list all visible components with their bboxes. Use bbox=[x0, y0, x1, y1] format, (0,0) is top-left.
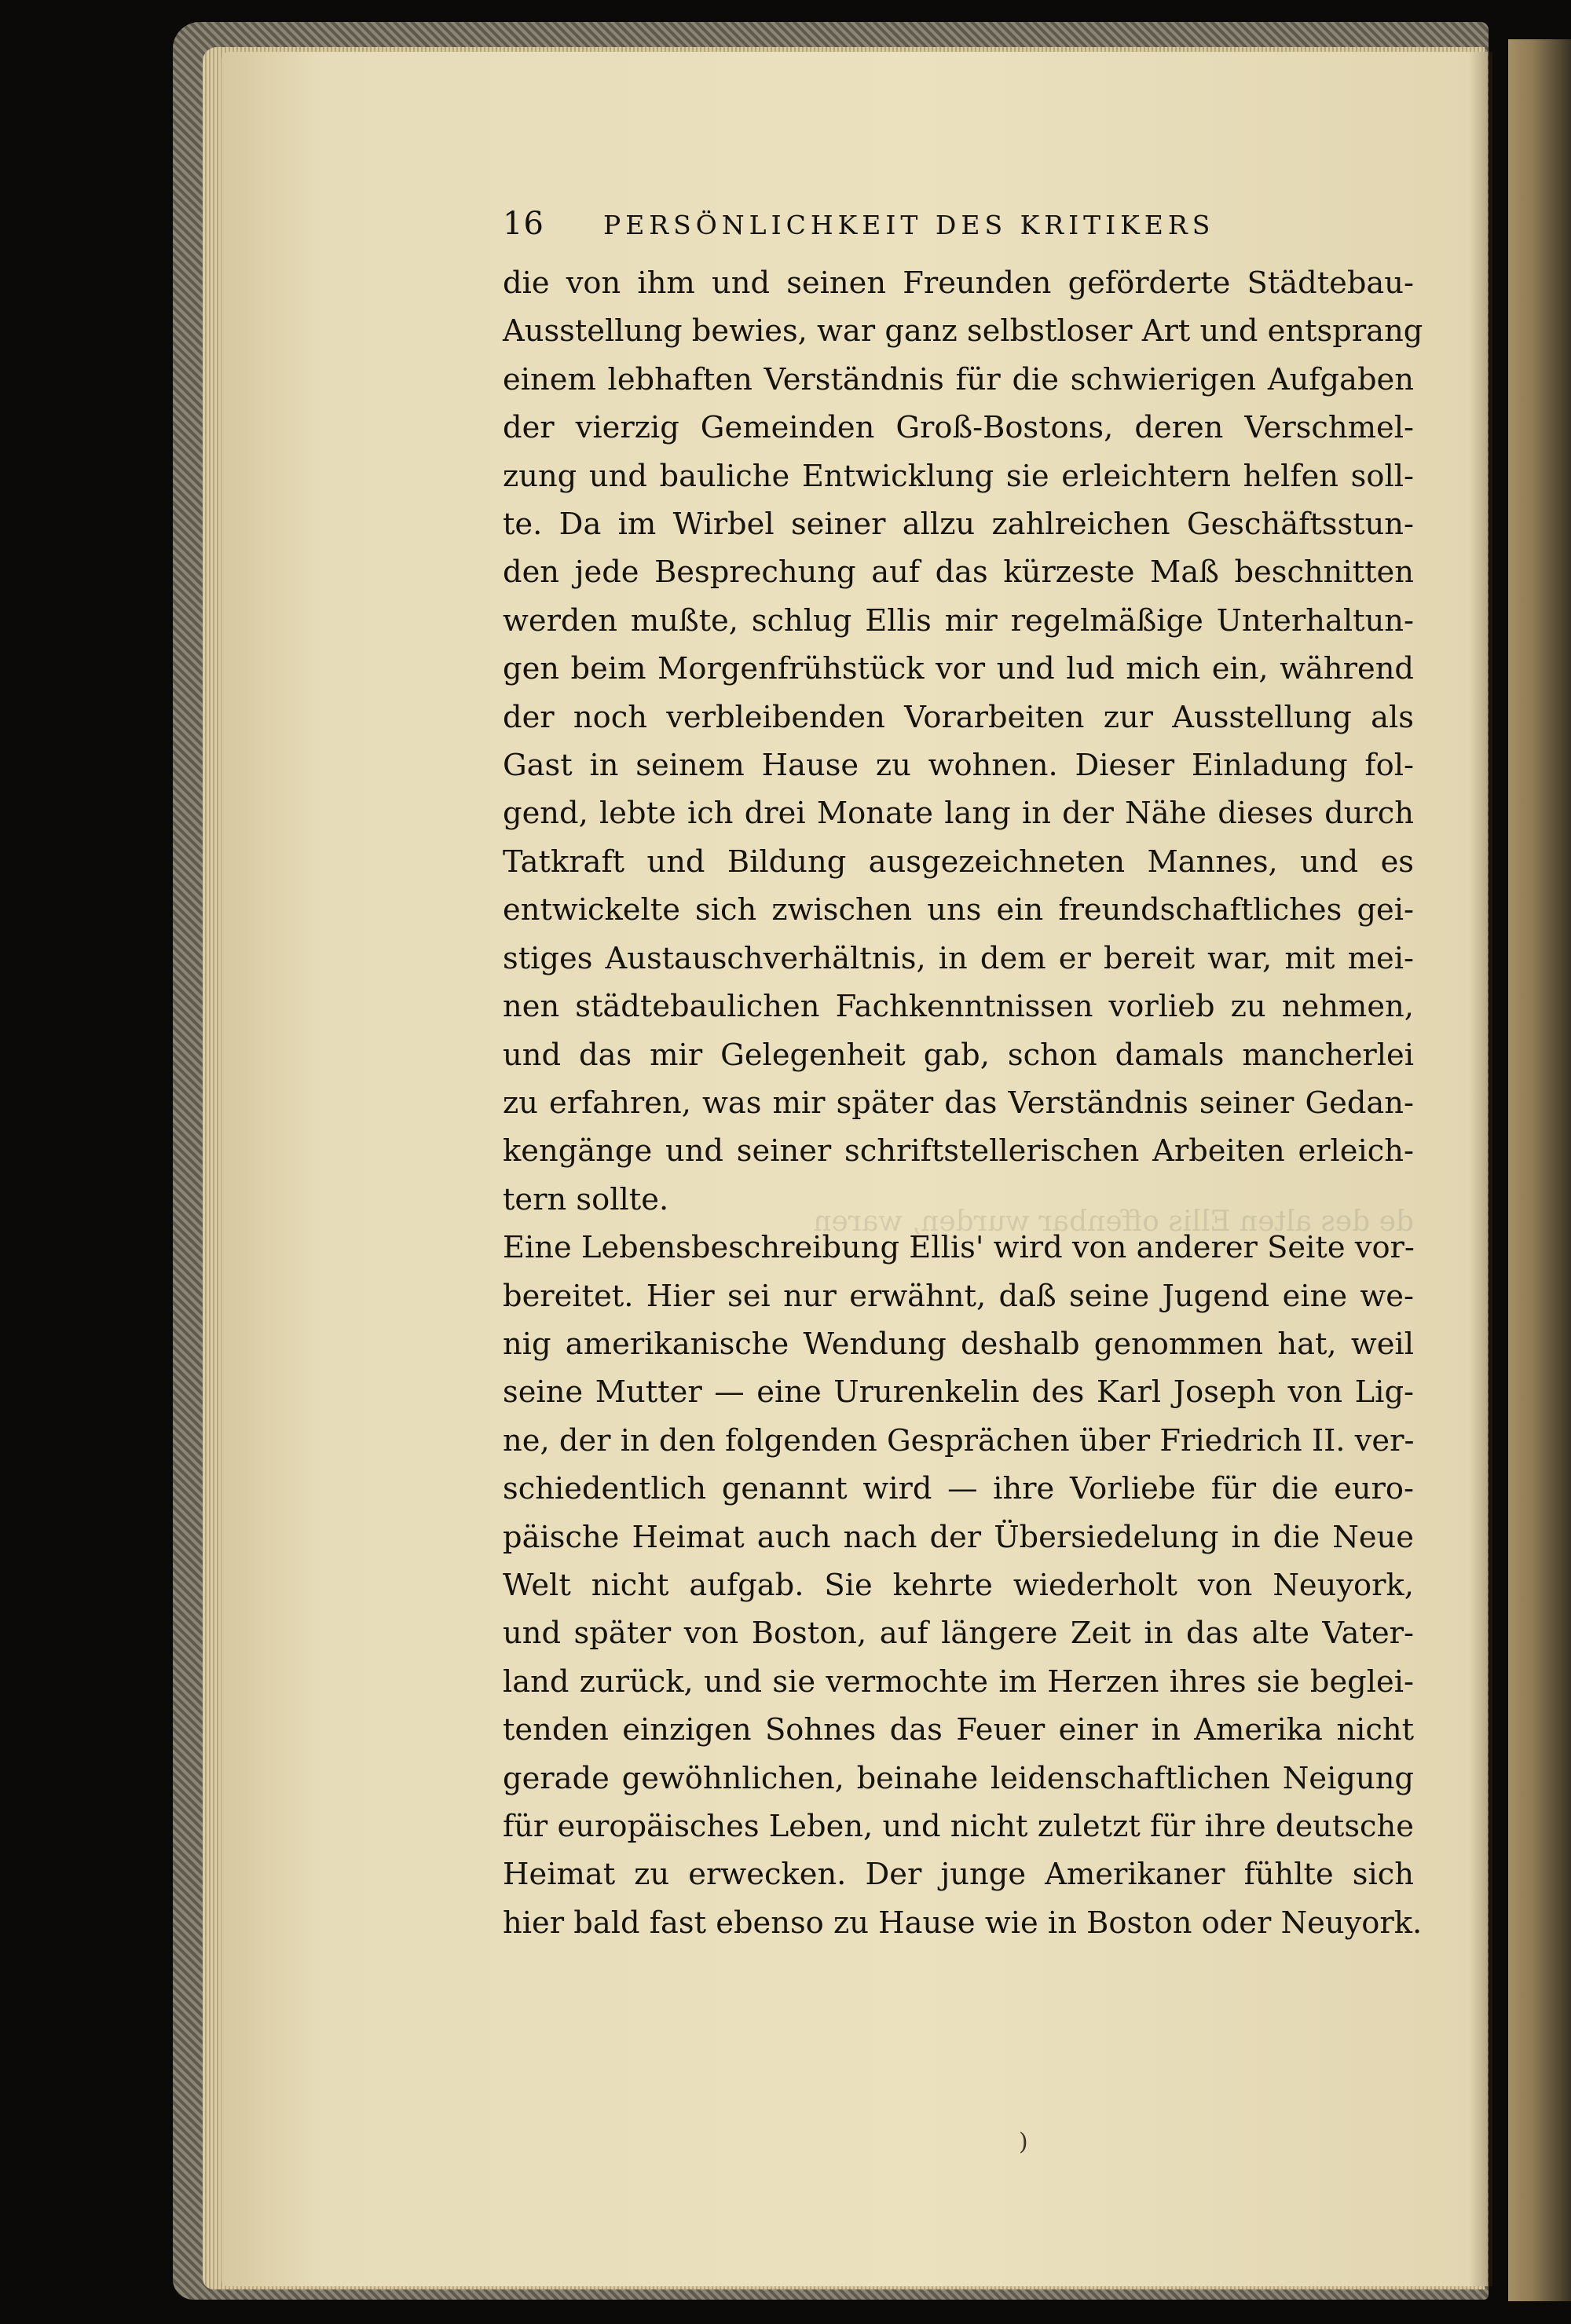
page-number: 16 bbox=[503, 206, 544, 242]
text-line: kengänge und seiner schriftstellerischen Arbeiten erleich- bbox=[503, 1133, 1414, 1169]
text-line: der noch verbleibenden Vorarbeiten zur Ausstellung als bbox=[503, 699, 1414, 735]
text-line: nen städtebaulichen Fachkenntnissen vorlieb zu nehmen, bbox=[503, 989, 1414, 1025]
text-line: gen beim Morgenfrühstück vor und lud mich ein, während bbox=[503, 651, 1414, 687]
text-line: Welt nicht aufgab. Sie kehrte wiederholt von Neuyork, bbox=[503, 1567, 1414, 1603]
text-line: Gast in seinem Hause zu wohnen. Dieser Einladung fol- bbox=[503, 748, 1414, 784]
text-line: den jede Besprechung auf das kürzeste Maß beschnitten bbox=[503, 554, 1414, 591]
text-line: nig amerikanische Wendung deshalb genommen hat, weil bbox=[503, 1326, 1414, 1362]
paragraph-end-line: hier bald fast ebenso zu Hause wie in Boston oder Neuyork. bbox=[503, 1905, 1423, 1941]
text-line: zu erfahren, was mir später das Verständnis seiner Gedan- bbox=[503, 1085, 1414, 1121]
text-line: zung und bauliche Entwicklung sie erleichtern helfen soll- bbox=[503, 458, 1414, 494]
show-through-text: de des alten Ellis offenbar wurden, waren bbox=[813, 1206, 1414, 1238]
body-text bbox=[503, 259, 1423, 1947]
page-header bbox=[503, 206, 1288, 242]
text-line: gerade gewöhnlichen, beinahe leidenschaftlichen Neigung bbox=[503, 1760, 1414, 1796]
text-line: und später von Boston, auf längere Zeit in das alte Vater- bbox=[503, 1616, 1414, 1652]
text-line: schiedentlich genannt wird — ihre Vorliebe für die euro- bbox=[503, 1471, 1414, 1507]
text-line: stiges Austauschverhältnis, in dem er bereit war, mit mei- bbox=[503, 940, 1414, 976]
text-line: tenden einzigen Sohnes das Feuer einer in Amerika nicht bbox=[503, 1712, 1414, 1748]
text-line: seine Mutter — eine Ururenkelin des Karl Joseph von Lig- bbox=[503, 1374, 1414, 1411]
text-line: werden mußte, schlug Ellis mir regelmäßige Unterhaltun- bbox=[503, 602, 1414, 639]
page-gutter-shadow bbox=[1469, 52, 1492, 2286]
text-line: te. Da im Wirbel seiner allzu zahlreichen Geschäftsstun- bbox=[503, 507, 1414, 543]
text-line: gend, lebte ich drei Monate lang in der Nähe dieses durch bbox=[503, 796, 1414, 832]
text-line: päische Heimat auch nach der Übersiedelung in die Neue bbox=[503, 1519, 1414, 1555]
text-line: die von ihm und seinen Freunden geförderte Städtebau- bbox=[503, 265, 1414, 301]
text-line: bereitet. Hier sei nur erwähnt, daß seine Jugend eine we- bbox=[503, 1278, 1414, 1314]
running-head: PERSÖNLICHKEIT DES KRITIKERS bbox=[603, 210, 1215, 240]
text-line: Ausstellung bewies, war ganz selbstloser Art und entsprang bbox=[503, 313, 1423, 350]
stray-mark: ) bbox=[1019, 2128, 1028, 2156]
text-line: Heimat zu erwecken. Der junge Amerikaner fühlte sich bbox=[503, 1857, 1414, 1893]
text-line: für europäisches Leben, und nicht zuletzt für ihre deutsche bbox=[503, 1809, 1414, 1844]
text-line: und das mir Gelegenheit gab, schon damals mancherlei bbox=[503, 1037, 1414, 1073]
text-line: der vierzig Gemeinden Groß-Bostons, deren Verschmel- bbox=[503, 410, 1414, 446]
text-line: Tatkraft und Bildung ausgezeichneten Mannes, und es bbox=[503, 844, 1414, 880]
facing-page-edge bbox=[1508, 39, 1571, 2301]
text-line: Eine Lebensbeschreibung Ellis' wird von anderer Seite vor- bbox=[503, 1230, 1415, 1266]
text-line: entwickelte sich zwischen uns ein freundschaftliches gei- bbox=[503, 892, 1414, 928]
text-line: ne, der in den folgenden Gesprächen über Friedrich II. ver- bbox=[503, 1422, 1415, 1458]
text-line: einem lebhaften Verständnis für die schwierigen Aufgaben bbox=[503, 361, 1414, 397]
paragraph-end-line: tern sollte. bbox=[503, 1181, 669, 1217]
text-line: land zurück, und sie vermochte im Herzen ihres sie beglei- bbox=[503, 1663, 1414, 1700]
